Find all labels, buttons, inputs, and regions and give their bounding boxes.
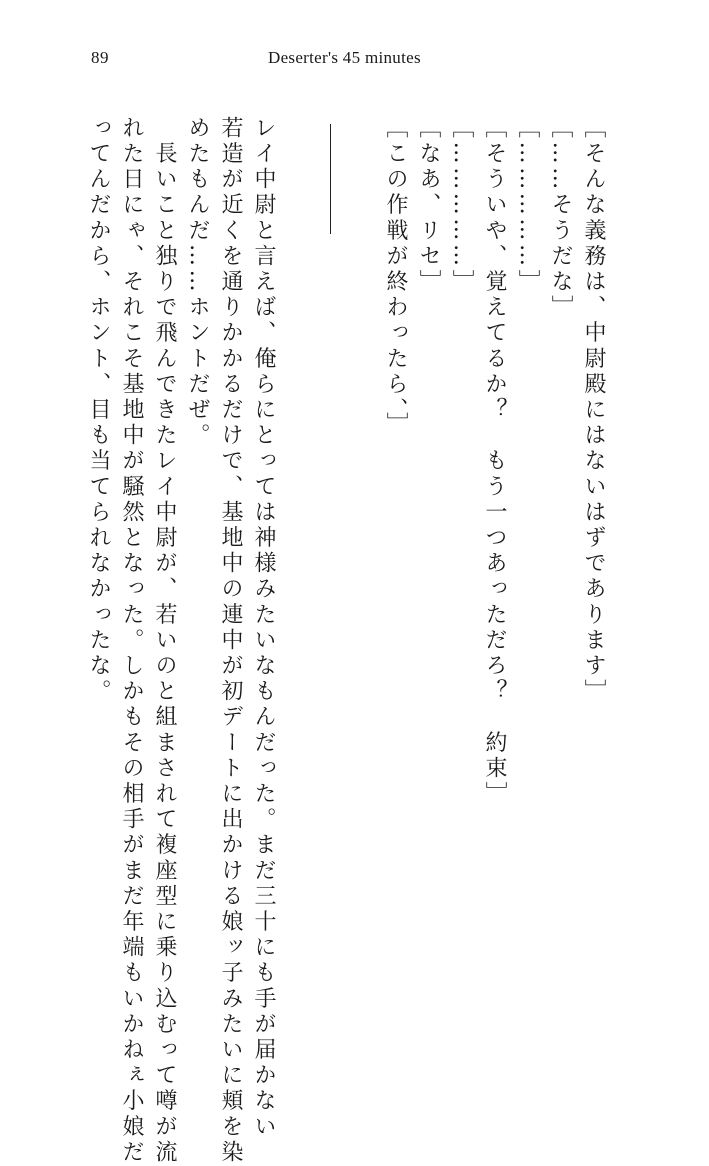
paragraph-line: ってんだから、ホント、目も当てられなかったな。 (86, 116, 111, 705)
paragraph-line: レイ中尉と言えば、俺らにとっては神様みたいなもんだった。まだ三十にも手が届かない (251, 116, 276, 1140)
paragraph-line: れた日にゃ、それこそ基地中が騒然となった。しかもその相手がまだ年端もいかねぇ小娘だ (119, 116, 144, 1166)
scene-divider (330, 124, 331, 234)
dialogue-line: ［この作戦が終わったら、］ (383, 116, 408, 438)
page-number: 89 (91, 48, 109, 67)
paragraph-line: 長いこと独りで飛んできたレイ中尉が、若いのと組まされて複座型に乗り込むって噂が流 (152, 116, 177, 1166)
dialogue-line: ［……………］ (515, 116, 540, 296)
dialogue-line: ［そういや、覚えてるか？ もう一つあっただろ？ 約束］ (482, 116, 507, 808)
paragraph-line: 若造が近くを通りかかるだけで、基地中の連中が初デートに出かける娘ッ子みたいに頬を染 (218, 116, 243, 1166)
dialogue-line: ［なあ、リセ］ (416, 116, 441, 296)
paragraph-line: めたもんだ……ホントだぜ。 (185, 116, 210, 449)
dialogue-line: ［そんな義務は、中尉殿にはないはずであります］ (581, 116, 606, 705)
running-title: Deserter's 45 minutes (268, 48, 421, 67)
dialogue-line: ［……そうだな］ (548, 116, 573, 321)
dialogue-line: ［……………］ (449, 116, 474, 296)
